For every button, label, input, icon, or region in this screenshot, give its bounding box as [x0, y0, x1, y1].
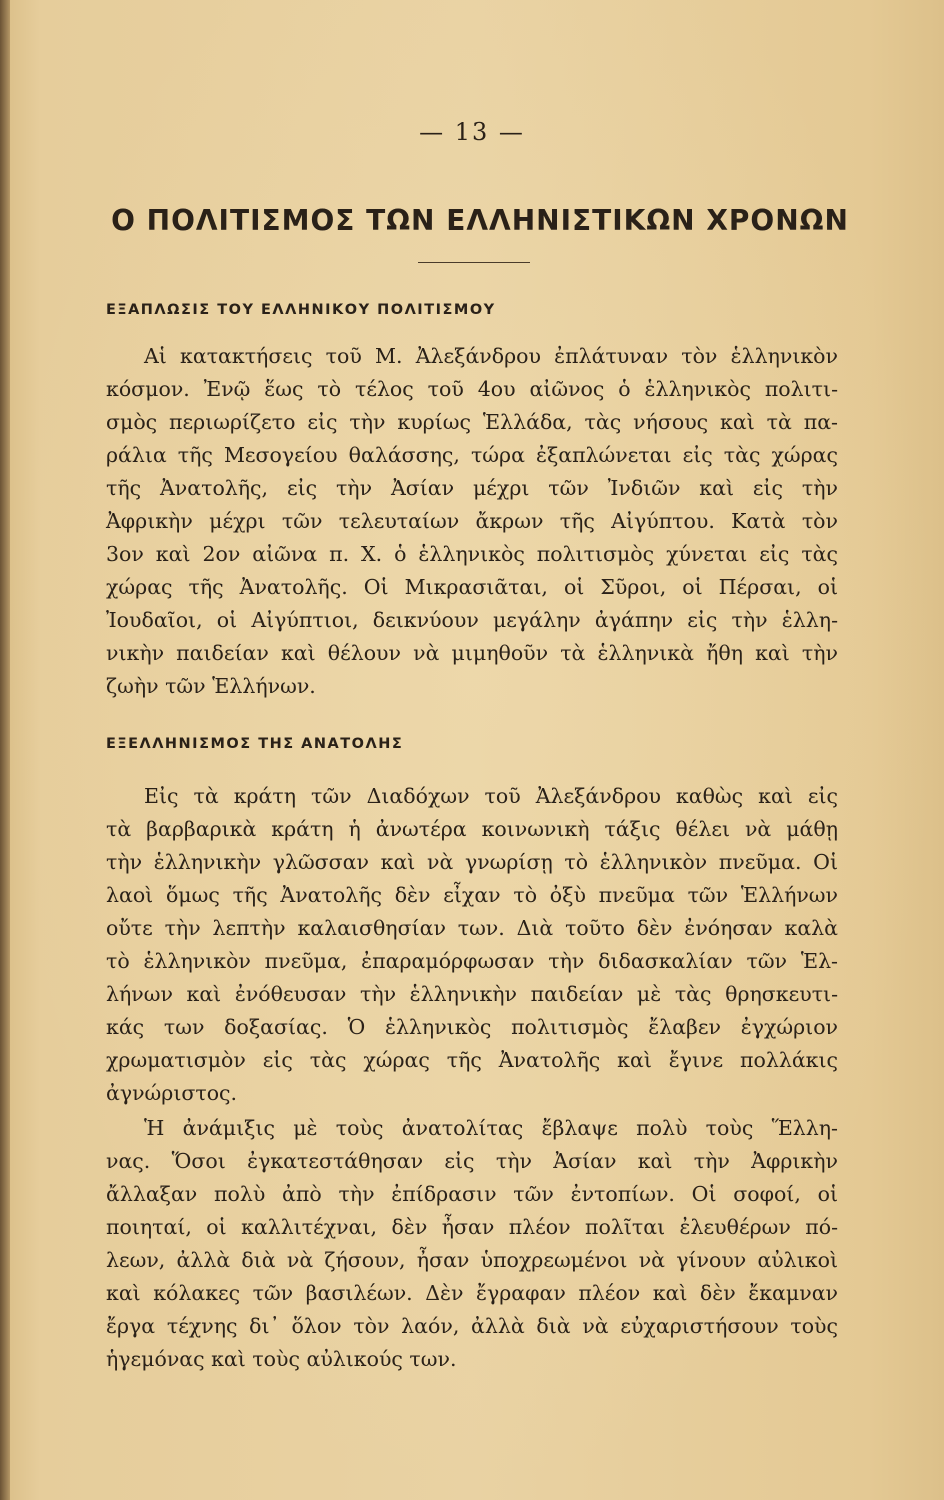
text-line: οὔτε τὴν λεπτὴν καλαισθησίαν των. Διὰ τοῦτο δὲν ἐνόησαν καλὰ — [106, 916, 838, 940]
page-spine-edge — [0, 0, 10, 1500]
text-line: λαοὶ ὅμως τῆς Ἀνατολῆς δὲν εἶχαν τὸ ὀξὺ πνεῦμα τῶν Ἑλλήνων — [106, 883, 838, 907]
text-line: ράλια τῆς Μεσογείου θαλάσσης, τώρα ἐξαπλώνεται εἰς τὰς χώρας — [106, 443, 838, 467]
text-line: τὸ ἑλληνικὸν πνεῦμα, ἐπαραμόρφωσαν τὴν διδασκαλίαν τῶν Ἑλ- — [106, 949, 838, 973]
text-line: κάς των δοξασίας. Ὁ ἑλληνικὸς πολιτισμὸς ἔλαβεν ἐγχώριον — [106, 1015, 838, 1039]
text-line: κόσμον. Ἐνῷ ἕως τὸ τέλος τοῦ 4ου αἰῶνος ὁ ἑλληνικὸς πολιτι- — [106, 377, 838, 401]
text-line: Ἰουδαῖοι, οἱ Αἰγύπτιοι, δεικνύουν μεγάλην ἀγάπην εἰς τὴν ἑλλη- — [106, 608, 838, 632]
section-heading-spread: ΕΞΑΠΛΩΣΙΣ ΤΟΥ ΕΛΛΗΝΙΚΟΥ ΠΟΛΙΤΙΣΜΟΥ — [106, 302, 496, 318]
text-line: ζωὴν τῶν Ἑλλήνων. — [106, 674, 316, 698]
text-line: 3ον καὶ 2ον αἰῶνα π. Χ. ὁ ἑλληνικὸς πολιτισμὸς χύνεται εἰς τὰς — [106, 542, 838, 566]
text-line: χρωματισμὸν εἰς τὰς χώρας τῆς Ἀνατολῆς καὶ ἔγινε πολλάκις — [106, 1048, 838, 1072]
text-line: τῆς Ἀνατολῆς, εἰς τὴν Ἀσίαν μέχρι τῶν Ἰνδιῶν καὶ εἰς τὴν — [106, 476, 838, 500]
text-line: νικὴν παιδείαν καὶ θέλουν νὰ μιμηθοῦν τὰ ἑλληνικὰ ἤθη καὶ τὴν — [106, 641, 838, 665]
paragraph-spread — [106, 340, 838, 703]
text-line: λήνων καὶ ἐνόθευσαν τὴν ἑλληνικὴν παιδείαν μὲ τὰς θρησκευτι- — [106, 982, 838, 1006]
text-line: σμὸς περιωρίζετο εἰς τὴν κυρίως Ἑλλάδα, τὰς νήσους καὶ τὰ πα- — [106, 410, 838, 434]
paragraph-hellenization — [106, 780, 838, 1110]
text-line: νας. Ὅσοι ἐγκατεστάθησαν εἰς τὴν Ἀσίαν καὶ τὴν Ἀφρικὴν — [106, 1149, 838, 1173]
text-line: Αἱ κατακτήσεις τοῦ Μ. Ἀλεξάνδρου ἐπλάτυναν τὸν ἑλληνικὸν — [144, 344, 838, 368]
text-line: χώρας τῆς Ἀνατολῆς. Οἱ Μικρασιᾶται, οἱ Σῦροι, οἱ Πέρσαι, οἱ — [106, 575, 838, 599]
paragraph-mixing — [106, 1112, 838, 1376]
text-line: καὶ κόλακες τῶν βασιλέων. Δὲν ἔγραφαν πλέον καὶ δὲν ἔκαμναν — [106, 1281, 838, 1305]
text-line: λεων, ἀλλὰ διὰ νὰ ζήσουν, ἦσαν ὑποχρεωμένοι νὰ γίνουν αὐλικοὶ — [106, 1248, 838, 1272]
section-heading-hellenization: ΕΞΕΛΛΗΝΙΣΜΟΣ ΤΗΣ ΑΝΑΤΟΛΗΣ — [106, 736, 404, 752]
text-line: ἡγεμόνας καὶ τοὺς αὐλικούς των. — [106, 1347, 457, 1371]
text-line: ποιηταί, οἱ καλλιτέχναι, δὲν ἦσαν πλέον πολῖται ἐλευθέρων πό- — [106, 1215, 838, 1239]
text-line: τὰ βαρβαρικὰ κράτη ἡ ἀνωτέρα κοινωνικὴ τάξις θέλει νὰ μάθῃ — [106, 817, 838, 841]
text-line: Ἡ ἀνάμιξις μὲ τοὺς ἀνατολίτας ἔβλαψε πολὺ τοὺς Ἕλλη- — [144, 1116, 838, 1140]
text-line: ἔργα τέχνης δι᾿ ὅλον τὸν λαόν, ἀλλὰ διὰ νὰ εὐχαριστήσουν τοὺς — [106, 1314, 838, 1338]
chapter-title: Ο ΠΟΛΙΤΙΣΜΟΣ ΤΩΝ ΕΛΛΗΝΙΣΤΙΚΩΝ ΧΡΟΝΩΝ — [111, 204, 849, 237]
title-divider — [418, 262, 530, 263]
text-line: Ἀφρικὴν μέχρι τῶν τελευταίων ἄκρων τῆς Αἰγύπτου. Κατὰ τὸν — [106, 509, 838, 533]
text-line: Εἰς τὰ κράτη τῶν Διαδόχων τοῦ Ἀλεξάνδρου καθὼς καὶ εἰς — [144, 784, 838, 808]
text-line: ἄλλαξαν πολὺ ἀπὸ τὴν ἐπίδρασιν τῶν ἐντοπίων. Οἱ σοφοί, οἱ — [106, 1182, 838, 1206]
page-number: — 13 — — [419, 118, 525, 146]
text-line: τὴν ἑλληνικὴν γλῶσσαν καὶ νὰ γνωρίσῃ τὸ ἑλληνικὸν πνεῦμα. Οἱ — [106, 850, 838, 874]
text-line: ἀγνώριστος. — [106, 1081, 238, 1105]
